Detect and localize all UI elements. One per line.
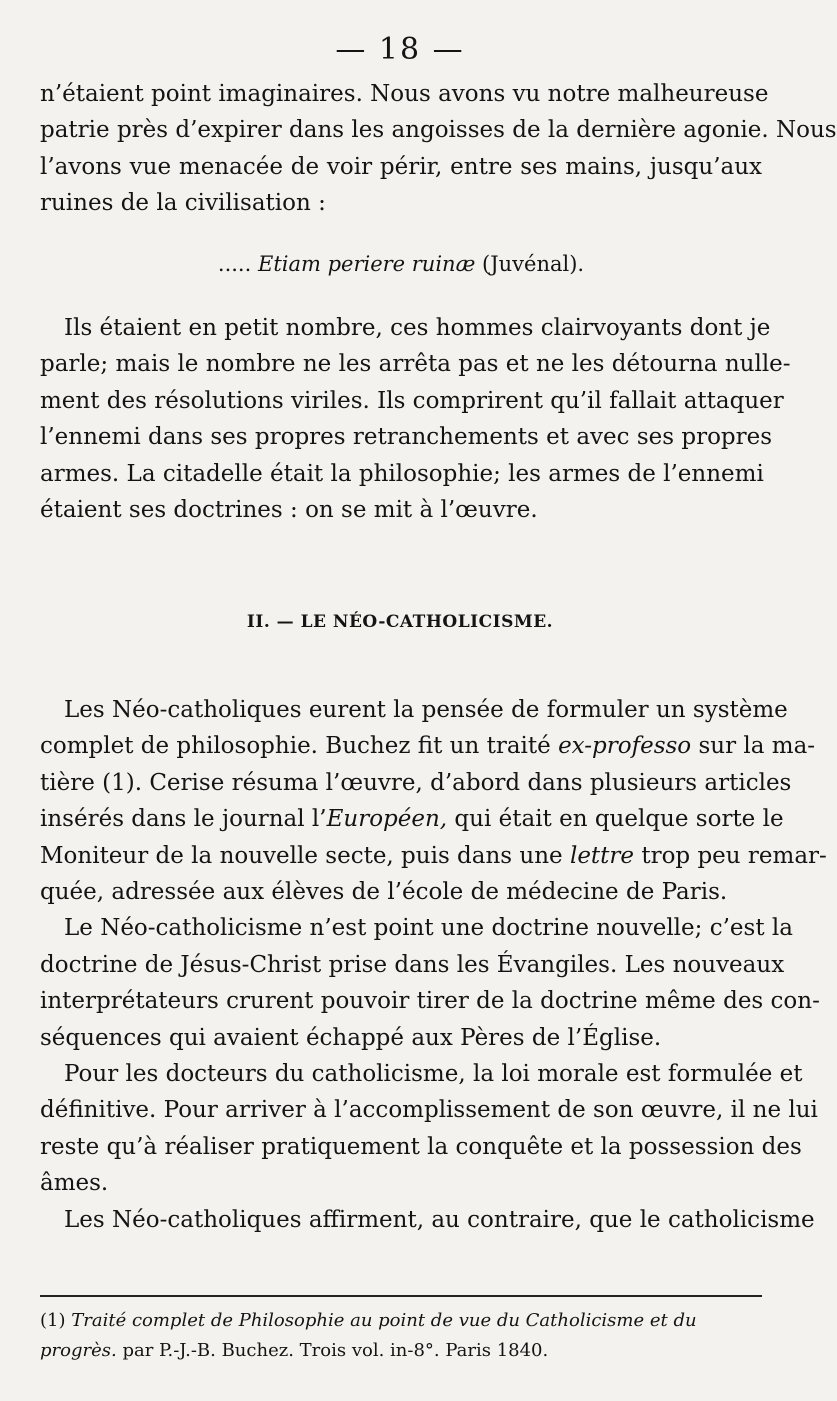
footnote-divider xyxy=(40,1295,762,1297)
text-line: insérés dans le journal l’Européen, qui était en quelque sorte le xyxy=(40,806,784,833)
text-line: armes. La citadelle était la philosophie; les armes de l’ennemi xyxy=(40,460,764,487)
emphasis: Européen, xyxy=(326,806,448,833)
body-text xyxy=(40,76,837,222)
text-line: âmes. xyxy=(40,1170,109,1197)
footnote-title: Traité complet de Philosophie au point de vue du Catholicisme et du progrès. xyxy=(40,1310,697,1361)
latin-quote xyxy=(40,246,762,282)
quote-dots: ..... xyxy=(217,252,252,276)
text-line: reste qu’à réaliser pratiquement la conquête et la possession des xyxy=(40,1133,802,1160)
text-line: interprétateurs crurent pouvoir tirer de la doctrine même des con- xyxy=(40,988,820,1015)
footnote-details: par P.-J.-B. Buchez. Trois vol. in-8°. Paris 1840. xyxy=(122,1340,549,1361)
text-line: Ils étaient en petit nombre, ces hommes clairvoyants dont je xyxy=(64,315,771,341)
text-line: patrie près d’expirer dans les angoisses de la dernière agonie. Nous xyxy=(40,117,837,144)
quote-latin: Etiam periere ruinæ xyxy=(257,252,476,276)
text-line: doctrine de Jésus-Christ prise dans les Évangiles. Les nouveaux xyxy=(40,951,785,978)
text-line: Le Néo-catholicisme n’est point une doctrine nouvelle; c’est la xyxy=(64,915,793,942)
emphasis: ex-professo xyxy=(558,733,692,760)
emphasis: lettre xyxy=(569,842,635,869)
text-line: Pour les docteurs du catholicisme, la loi morale est formulée et xyxy=(64,1061,803,1088)
text-line: parle; mais le nombre ne les arrêta pas et ne les détourna nulle- xyxy=(40,351,791,378)
text-line: Les Néo-catholiques eurent la pensée de formuler un système xyxy=(64,697,788,723)
text-line: définitive. Pour arriver à l’accomplissement de son œuvre, il ne lui xyxy=(40,1097,818,1124)
text-line: ment des résolutions viriles. Ils comprirent qu’il fallait attaquer xyxy=(40,387,784,414)
text-line: séquences qui avaient échappé aux Pères de l’Église. xyxy=(40,1024,662,1051)
paragraph-2 xyxy=(40,310,791,528)
paragraph-3 xyxy=(40,692,827,1238)
text-line: ruines de la civilisation : xyxy=(40,190,326,217)
text-line: étaient ses doctrines : on se mit à l’œuvre. xyxy=(40,497,538,524)
quote-attribution: (Juvénal). xyxy=(482,252,585,276)
section-heading: II. — LE NÉO-CATHOLICISME. xyxy=(246,612,554,632)
text-line: n’étaient point imaginaires. Nous avons vu notre malheureuse xyxy=(40,81,769,107)
footnote xyxy=(40,1306,762,1366)
text-line: complet de philosophie. Buchez fit un traité ex-professo sur la ma- xyxy=(40,733,816,760)
text-line: l’avons vue menacée de voir périr, entre ses mains, jusqu’aux xyxy=(40,153,762,180)
text-line: Les Néo-catholiques affirment, au contraire, que le catholicisme xyxy=(64,1206,815,1233)
page-number: — 18 — xyxy=(335,32,465,67)
text-line: Moniteur de la nouvelle secte, puis dans une lettre trop peu remar- xyxy=(40,842,827,869)
text-line: quée, adressée aux élèves de l’école de médecine de Paris. xyxy=(40,879,728,906)
text-line: tière (1). Cerise résuma l’œuvre, d’abord dans plusieurs articles xyxy=(40,769,792,796)
footnote-marker: (1) xyxy=(40,1310,66,1331)
text-line: l’ennemi dans ses propres retranchements et avec ses propres xyxy=(40,424,773,451)
